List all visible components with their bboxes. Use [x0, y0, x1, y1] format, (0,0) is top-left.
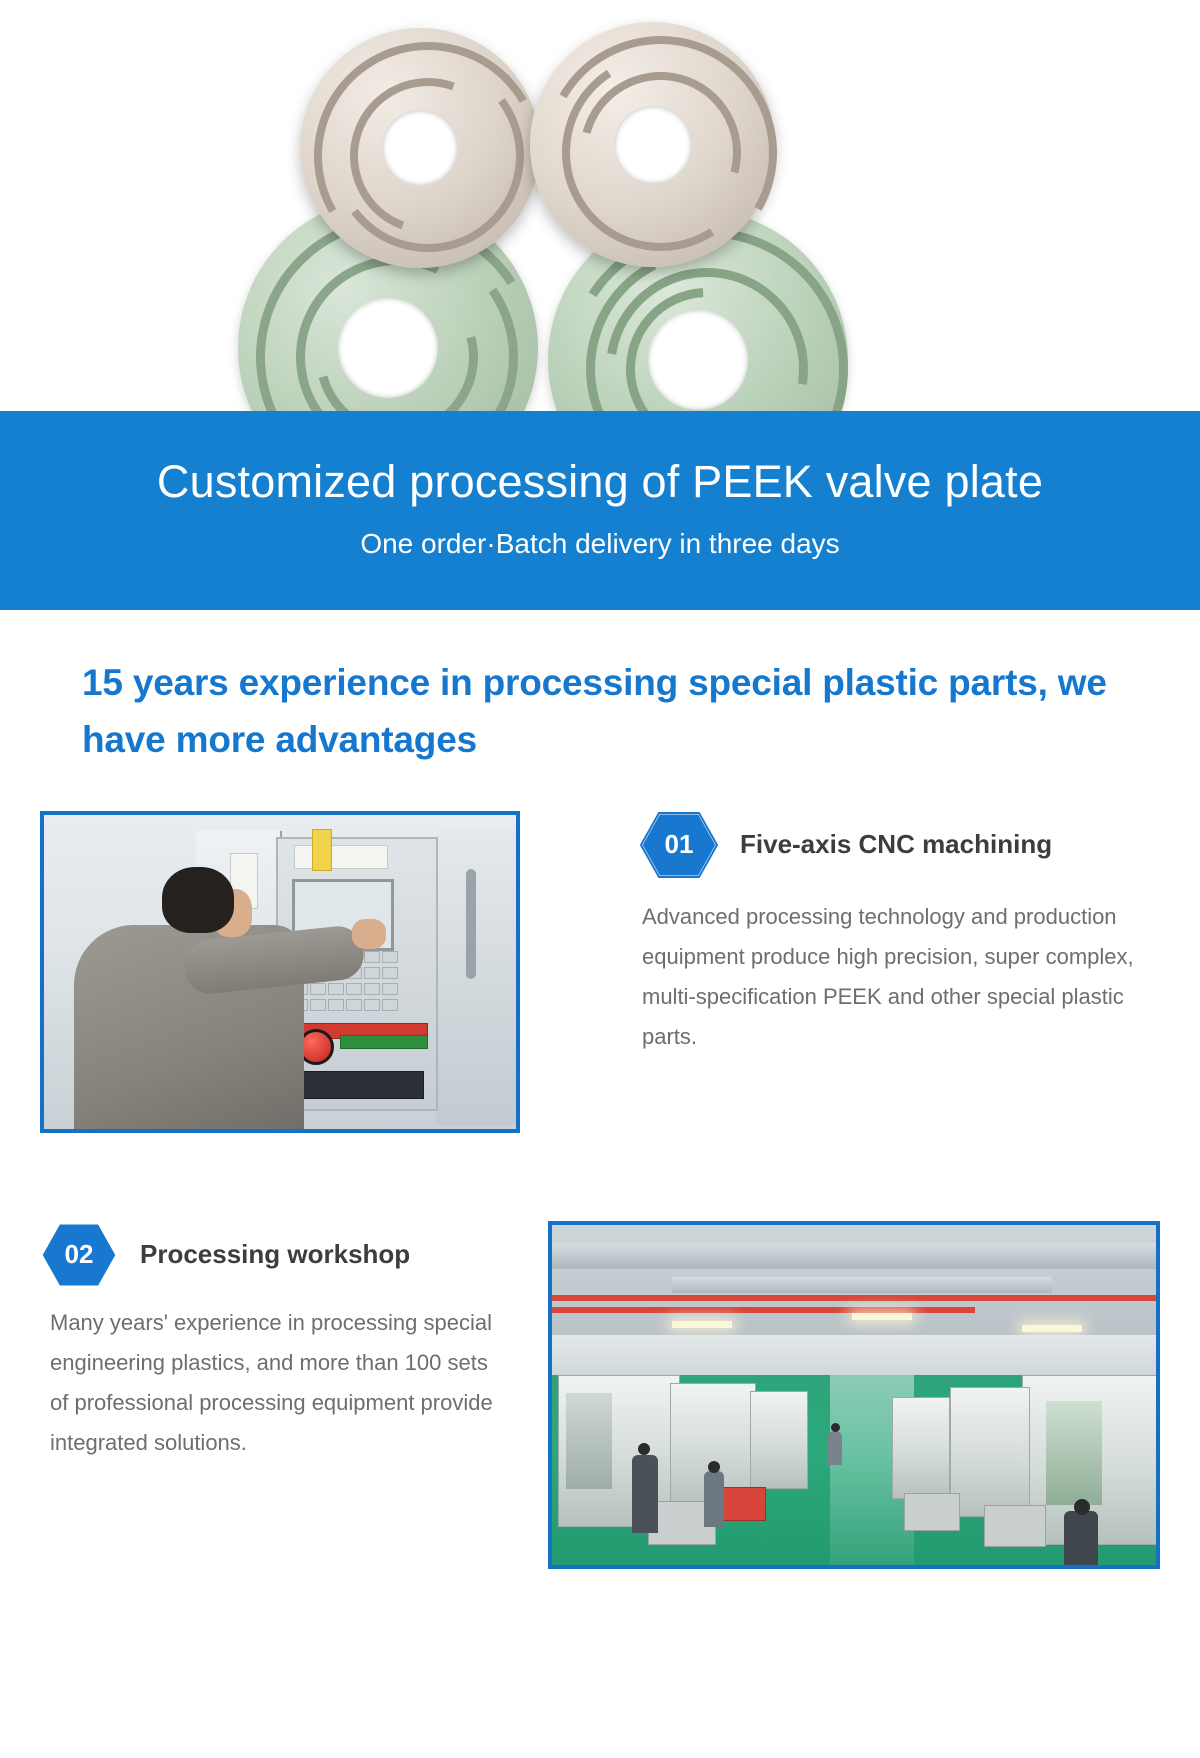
banner-subtitle: One order·Batch delivery in three days: [360, 527, 840, 559]
feature-2-body: Many years' experience in processing special engineering plastics, and more than 100 sets of professional processing equipment provide integrated solutions.: [50, 1309, 493, 1455]
feature-2-title: Processing workshop: [140, 1239, 411, 1270]
feature-1-title: Five-axis CNC machining: [740, 829, 1053, 860]
hex-badge-icon: [640, 811, 718, 879]
feature-block-1: [0, 811, 1200, 1161]
hero-banner: [0, 411, 1200, 610]
feature-1-body: Advanced processing technology and production equipment produce high precision, super complex, multi-specification PEEK and other special plastic parts.: [642, 903, 1134, 1049]
workshop-photo: [548, 1221, 1160, 1569]
hero-product-photo: [0, 0, 1200, 460]
feature-2-number: 02: [64, 1239, 94, 1270]
section-heading: 15 years experience in processing special plastic parts, we have more advantages: [82, 662, 1107, 761]
feature-1-text: [640, 811, 1170, 1057]
valve-plate-steel-left: [300, 28, 540, 268]
feature-1-number: 01: [664, 829, 694, 860]
banner-title: Customized processing of PEEK valve plate: [156, 456, 1044, 507]
valve-plate-bore: [382, 110, 458, 186]
valve-plate-bore: [648, 310, 748, 410]
hex-badge-icon: [40, 1221, 118, 1289]
feature-2-header: [40, 1221, 510, 1289]
cnc-machining-photo: [40, 811, 520, 1133]
valve-plate-bore: [338, 298, 438, 398]
valve-plate-bore: [614, 106, 692, 184]
feature-block-2: [0, 1221, 1200, 1641]
valve-plate-steel-right: [530, 22, 775, 267]
hero-section: [0, 0, 1200, 610]
feature-1-header: [640, 811, 1170, 879]
feature-2-text: [40, 1221, 510, 1463]
